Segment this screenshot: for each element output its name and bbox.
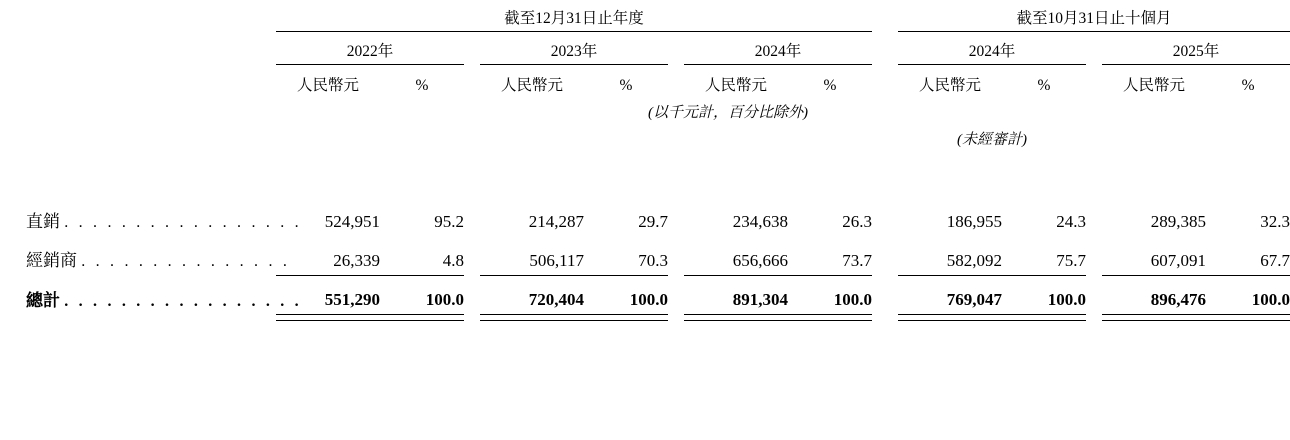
cell-value: 95.2	[434, 212, 464, 231]
unit-pct-3: %	[823, 77, 837, 94]
cell-value: 100.0	[629, 290, 668, 309]
cell-value: 100.0	[1251, 290, 1290, 309]
group-header-ten-months: 截至10月31日止十個月	[1016, 10, 1172, 27]
unit-rmb-3: 人民幣元	[704, 77, 767, 94]
cell-value: 100.0	[833, 290, 873, 309]
cell-value: 582,092	[946, 251, 1003, 270]
total-double-rule	[584, 315, 668, 321]
cell-value: 24.3	[1056, 212, 1087, 231]
empty-corner-4	[26, 95, 276, 122]
audit-spacer-left	[276, 122, 898, 149]
cell-value: 32.3	[1260, 212, 1290, 231]
audit-note-row	[26, 122, 1290, 149]
note-spacer-right	[872, 95, 1290, 122]
leader-dots: . . . . . . . . . . . . . . . . .	[64, 292, 302, 310]
cell-value: 67.7	[1260, 251, 1290, 270]
unit-pct-4: %	[1037, 77, 1051, 94]
gap-3	[872, 32, 898, 64]
unit-rmb-2: 人民幣元	[500, 77, 563, 94]
year-2022: 2022年	[346, 43, 394, 60]
unit-rmb-1: 人民幣元	[296, 77, 359, 94]
total-double-rule	[380, 315, 464, 321]
leader-dots: . . . . . . . . . . . . . . .	[81, 253, 291, 270]
year-2024-ten-months: 2024年	[968, 43, 1016, 60]
row-label-text: 經銷商	[26, 251, 77, 270]
cell-value: 607,091	[1150, 251, 1207, 270]
audit-spacer-right	[1086, 122, 1290, 149]
gap-u3	[872, 65, 898, 95]
cell-value: 769,047	[946, 290, 1003, 309]
financial-table	[26, 6, 1290, 321]
cell-value: 656,666	[732, 251, 788, 270]
cell-value: 289,385	[1150, 212, 1207, 231]
audit-note: (未經審計)	[957, 132, 1028, 148]
cell-value: 234,638	[732, 212, 788, 231]
unit-pct-1: %	[415, 77, 429, 94]
table-row	[26, 236, 1290, 275]
cell-value: 26.3	[842, 212, 873, 231]
group-header-annual: 截至12月31日止年度	[504, 10, 644, 27]
cell-value: 4.8	[442, 251, 464, 270]
cell-value: 891,304	[732, 290, 788, 309]
unit-pct-2: %	[619, 77, 633, 94]
cell-value: 26,339	[333, 251, 380, 270]
year-header-row	[26, 32, 1290, 64]
unit-header-row	[26, 65, 1290, 95]
empty-corner	[26, 6, 276, 31]
year-2023: 2023年	[550, 43, 598, 60]
cell-value: 29.7	[638, 212, 668, 231]
row-label-text: 總計	[26, 290, 60, 310]
total-double-rule	[1102, 315, 1206, 321]
cell-value: 214,287	[528, 212, 584, 231]
year-2025-ten-months: 2025年	[1172, 43, 1220, 60]
total-double-rule	[788, 315, 872, 321]
year-2024-annual: 2024年	[754, 43, 802, 60]
cell-value: 186,955	[946, 212, 1003, 231]
cell-value: 720,404	[528, 290, 584, 309]
row-label-text: 直銷	[26, 212, 60, 231]
gap-u4	[1086, 65, 1102, 95]
cell-value: 506,117	[529, 251, 584, 270]
unit-note-row	[26, 95, 1290, 122]
row-label-distributors	[26, 236, 291, 275]
cell-value: 551,290	[324, 290, 380, 309]
table-row-total	[26, 276, 1290, 315]
total-double-rule	[1002, 315, 1086, 321]
row-label-direct-sales	[26, 197, 302, 236]
gap-2	[668, 32, 684, 64]
unit-note: (以千元計，百分比除外)	[648, 105, 808, 121]
leader-dots: . . . . . . . . . . . . . . . . .	[64, 214, 302, 231]
total-double-rule	[1206, 315, 1290, 321]
row-label-total	[26, 276, 302, 315]
note-spacer-left	[276, 95, 584, 122]
document-page	[0, 6, 1290, 440]
table-row	[26, 197, 1290, 236]
empty-corner-3	[26, 65, 276, 95]
header-body-spacer	[26, 149, 1290, 197]
total-double-rule	[898, 315, 1002, 321]
cell-value: 70.3	[638, 251, 668, 270]
cell-value: 73.7	[842, 251, 873, 270]
cell-value: 100.0	[425, 290, 464, 309]
gap-1	[464, 32, 480, 64]
gap-4	[1086, 32, 1102, 64]
unit-rmb-4: 人民幣元	[919, 77, 982, 94]
unit-pct-5: %	[1241, 77, 1255, 94]
cell-value: 75.7	[1056, 251, 1087, 270]
total-double-rule	[480, 315, 584, 321]
empty-corner-2	[26, 32, 276, 64]
total-double-rule	[276, 315, 380, 321]
cell-value: 100.0	[1047, 290, 1087, 309]
gap-u2	[668, 65, 684, 95]
cell-value: 896,476	[1150, 290, 1207, 309]
cell-value: 524,951	[324, 212, 380, 231]
unit-rmb-5: 人民幣元	[1123, 77, 1186, 94]
group-gap	[872, 6, 898, 31]
group-header-row	[26, 6, 1290, 31]
gap-u1	[464, 65, 480, 95]
empty-corner-5	[26, 122, 276, 149]
total-double-rule	[684, 315, 788, 321]
total-double-rule-row	[26, 315, 1290, 321]
